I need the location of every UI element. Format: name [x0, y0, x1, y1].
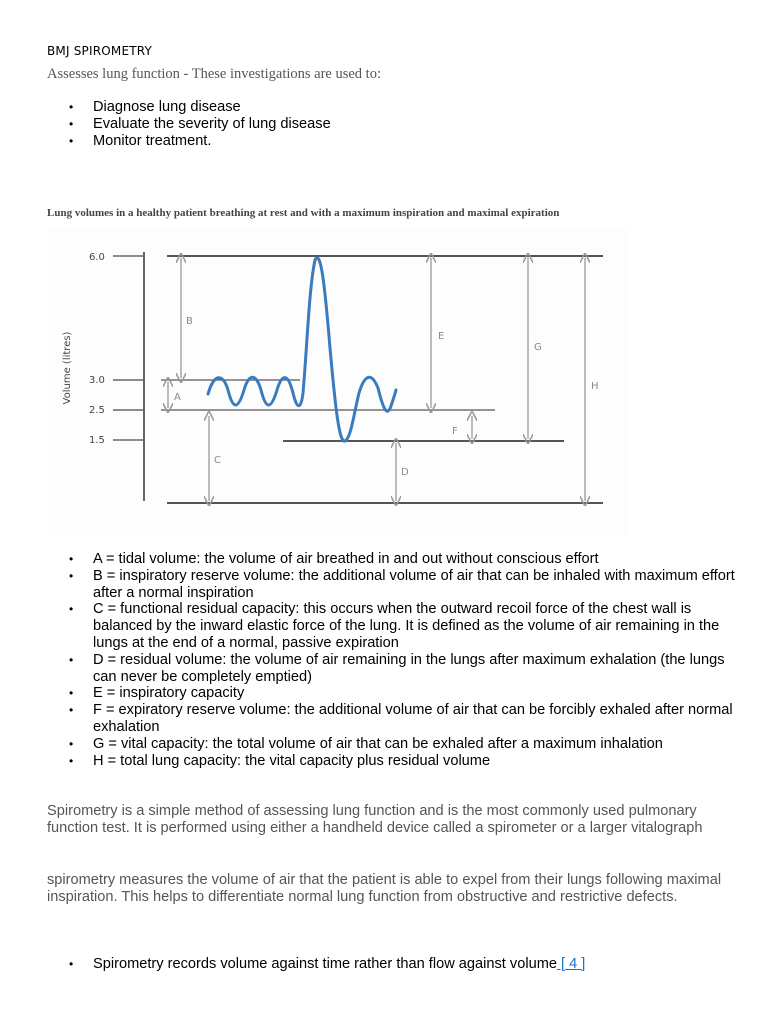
- intro-text: Assesses lung function - These investigations are used to:: [47, 66, 381, 82]
- breathing-trace: [208, 258, 396, 441]
- final-points-list: [47, 956, 585, 973]
- list-item: • A = tidal volume: the volume of air breathed in and out without conscious effort: [47, 551, 737, 568]
- reference-link[interactable]: [ 4 ]: [556, 956, 586, 972]
- list-item: • Evaluate the severity of lung disease: [47, 116, 331, 133]
- list-item: • C = functional residual capacity: this occurs when the outward recoil force of the chest wall is balanced by the inward elastic force of the lung. It is defined as the volume of air remaining in the lungs at the end of a normal, passive expiration: [47, 601, 737, 651]
- tick-marks: [113, 256, 144, 440]
- paragraph-spirometry-measures: spirometry measures the volume of air that the patient is able to expel from their lungs following maximal inspiration. This helps to differentiate normal lung function from obstructive and restrictive defects.: [47, 872, 722, 905]
- list-item: • Diagnose lung disease: [47, 99, 331, 116]
- point-text: Spirometry records volume against time rather than flow against volume: [93, 956, 557, 972]
- label-b: B: [186, 316, 193, 327]
- label-c: C: [214, 455, 221, 466]
- uses-list: [47, 99, 331, 149]
- tick-label-2-5: 2.5: [89, 405, 105, 416]
- lung-volumes-diagram: [47, 228, 629, 534]
- list-item: • Monitor treatment.: [47, 133, 331, 150]
- list-item: • G = vital capacity: the total volume of air that can be exhaled after a maximum inhalation: [47, 736, 737, 753]
- list-item: [47, 956, 585, 973]
- label-h: H: [591, 381, 599, 392]
- label-a: A: [174, 392, 181, 403]
- tick-label-3: 3.0: [89, 375, 105, 386]
- label-d: D: [401, 467, 409, 478]
- tick-label-6: 6.0: [89, 252, 105, 263]
- label-e: E: [438, 331, 445, 342]
- list-item: • E = inspiratory capacity: [47, 685, 737, 702]
- list-item: • H = total lung capacity: the vital capacity plus residual volume: [47, 753, 737, 770]
- label-f: F: [452, 426, 458, 437]
- y-axis-label: Volume (litres): [62, 331, 73, 405]
- paragraph-spirometry-method: Spirometry is a simple method of assessing lung function and is the most commonly used pulmonary function test. It is performed using either a handheld device called a spirometer or a larger vitalograph: [47, 803, 703, 836]
- list-item: • F = expiratory reserve volume: the additional volume of air that can be forcibly exhaled after normal exhalation: [47, 702, 737, 736]
- label-g: G: [534, 342, 542, 353]
- definitions-list: [47, 551, 737, 769]
- figure-caption: Lung volumes in a healthy patient breathing at rest and with a maximum inspiration and maximal expiration: [47, 207, 560, 219]
- tick-label-1-5: 1.5: [89, 435, 105, 446]
- list-item: • D = residual volume: the volume of air remaining in the lungs after maximum exhalation (the lungs can never be completely emptied): [47, 652, 737, 686]
- list-item: • B = inspiratory reserve volume: the additional volume of air that can be inhaled with maximum effort after a normal inspiration: [47, 568, 737, 602]
- page-heading: BMJ SPIROMETRY: [47, 44, 153, 58]
